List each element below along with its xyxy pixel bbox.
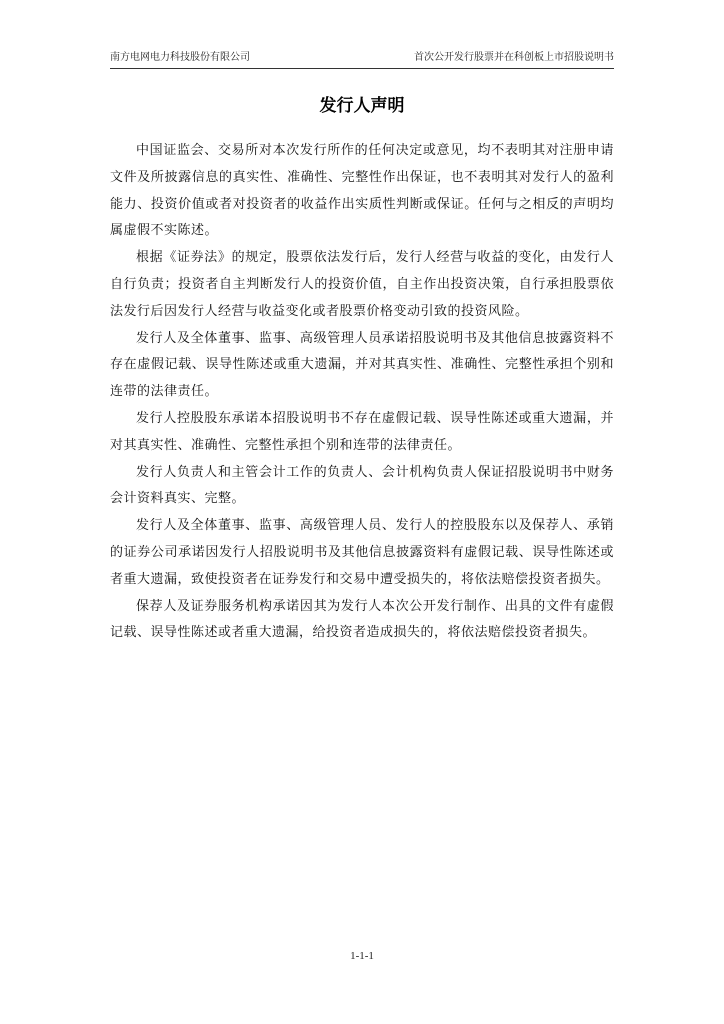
declaration-body <box>110 138 614 647</box>
paragraph-controlling-shareholder-commitment: 发行人控股股东承诺本招股说明书不存在虚假记载、误导性陈述或重大遗漏，并对其真实性、准确性、完整性承担个别和连带的法律责任。 <box>110 410 614 453</box>
paragraph-regulator-disclaimer: 中国证监会、交易所对本次发行所作的任何决定或意见，均不表明其对注册申请文件及所披露信息的真实性、准确性、完整性作出保证，也不表明其对发行人的盈利能力、投资价值或者对投资者的收益作出实质性判断或保证。任何与之相反的声明均属虚假不实陈述。 <box>110 143 614 239</box>
header-divider <box>110 68 614 69</box>
page-title: 发行人声明 <box>319 96 405 116</box>
page-number: 1-1-1 <box>350 950 374 962</box>
paragraph-sponsor-commitment: 保荐人及证券服务机构承诺因其为发行人本次公开发行制作、出具的文件有虚假记载、误导性陈述或者重大遗漏，给投资者造成损失的，将依法赔偿投资者损失。 <box>110 598 614 641</box>
paragraph-compensation-commitment: 发行人及全体董事、监事、高级管理人员、发行人的控股股东以及保荐人、承销的证券公司承诺因发行人招股说明书及其他信息披露资料有虚假记载、误导性陈述或者重大遗漏，致使投资者在证券发行和交易中遭受损失的，将依法赔偿投资者损失。 <box>110 518 614 587</box>
header-company-name: 南方电网电力科技股份有限公司 <box>110 52 250 63</box>
paragraph-directors-commitment: 发行人及全体董事、监事、高级管理人员承诺招股说明书及其他信息披露资料不存在虚假记载、误导性陈述或重大遗漏，并对其真实性、准确性、完整性承担个别和连带的法律责任。 <box>110 330 614 400</box>
paragraph-financial-officers-guarantee: 发行人负责人和主管会计工作的负责人、会计机构负责人保证招股说明书中财务会计资料真实、完整。 <box>110 464 614 507</box>
paragraph-investment-risk: 根据《证券法》的规定，股票依法发行后，发行人经营与收益的变化，由发行人自行负责；投资者自主判断发行人的投资价值，自主作出投资决策，自行承担股票依法发行后因发行人经营与收益变化或者股票价格变动引致的投资风险。 <box>110 250 614 319</box>
page-header <box>110 50 614 66</box>
header-document-title: 首次公开发行股票并在科创板上市招股说明书 <box>414 52 614 63</box>
